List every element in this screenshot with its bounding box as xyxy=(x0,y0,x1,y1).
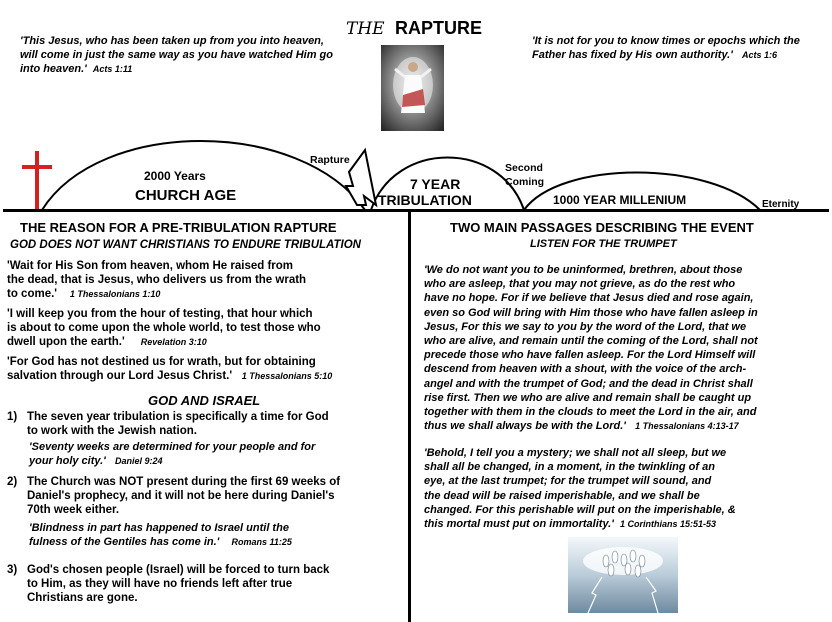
left-subheading: GOD DOES NOT WANT CHRISTIANS TO ENDURE TRIBULATION xyxy=(10,239,361,251)
right-subheading: LISTEN FOR THE TRUMPET xyxy=(530,238,677,250)
thessalonians-ref: 1 Thessalonians 4:13-17 xyxy=(635,421,739,432)
cross-icon xyxy=(35,151,39,211)
left-quote-1: 'Wait for His Son from heaven, whom He raised from the dead, that is Jesus, who delivers us from the wrath to come.' 1 Thessalonians 1:10 xyxy=(7,260,307,300)
timeline-base xyxy=(3,209,829,212)
thessalonians-passage: 'We do not want you to be uninformed, brethren, about those who are asleep, that you may not grieve, as do the rest who have no hope. For if we believe that Jesus died and rose again, even so God will bring with Him those who have fallen asleep in Jesus, For this we say to you by the word of the Lord, that we who are alive, and remain until the coming of the Lord, shall not precede those who have fallen asleep. For the Lord Himself will descend from heaven with a shout, with the voice of the arch- angel and with the trumpet of God; and the dead in Christ shall rise first. Then we who are alive and remain shall be caught up together with them in the clouds to meet the Lord in the air, and thus we shall always be with the Lord.' 1 Thessalonians 4:13-17 xyxy=(424,264,758,433)
title-main: RAPTURE xyxy=(395,18,483,38)
left-quote-1-ref: 1 Thessalonians 1:10 xyxy=(69,289,161,299)
eternity-label: Eternity xyxy=(762,199,800,210)
point-3: 3) God's chosen people (Israel) will be forced to turn back to Him, as they will have no friends left after true Christians are gone. xyxy=(7,564,330,604)
corinthians-passage: 'Behold, I tell you a mystery; we shall not all sleep, but we shall all be changed, in a moment, in the twinkling of an eye, at the last trumpet; for the trumpet will sound, and the dead will be raised imperishable, and we shall be changed. For this perishable will put on the imperishable, & this mortal must put on immortality.' 1 Corinthians 15:51-53 xyxy=(424,447,736,531)
center-divider xyxy=(408,211,411,622)
left-heading: THE REASON FOR A PRE-TRIBULATION RAPTURE xyxy=(20,220,337,235)
rising-saints-image xyxy=(568,537,678,613)
right-heading: TWO MAIN PASSAGES DESCRIBING THE EVENT xyxy=(450,220,754,235)
tribulation-label: TRIBULATION xyxy=(378,192,472,208)
rapture-arrow-icon xyxy=(346,150,376,205)
point-1: 1) The seven year tribulation is specifically a time for God to work with the Jewish nation. 'Seventy weeks are determined for your people and for your holy city.' Daniel 9:24 xyxy=(7,411,329,467)
left-quote-3: 'For God has not destined us for wrath, but for obtaining salvation through our Lord Jesus Christ.' 1 Thessalonians 5:10 xyxy=(7,356,333,382)
point-2-ref: Romans 11:25 xyxy=(231,537,292,547)
left-quote-2: 'I will keep you from the hour of testing, that hour which is about to come upon the whole world, to test those who dwell upon the earth.' Revelation 3:10 xyxy=(7,308,321,348)
header-quote-left: 'This Jesus, who has been taken up from you into heaven, will come in just the same way as you have watched Him go into heaven.' Acts 1:11 xyxy=(20,35,333,75)
years-label: 2000 Years xyxy=(144,169,206,183)
left-quote-3-ref: 1 Thessalonians 5:10 xyxy=(241,371,333,381)
title-prefix: THE xyxy=(346,19,385,39)
coming-label: Coming xyxy=(505,176,545,188)
header-quote-right-ref: Acts 1:6 xyxy=(742,50,778,60)
header-quote-left-ref: Acts 1:11 xyxy=(92,64,133,74)
point-1-ref: Daniel 9:24 xyxy=(114,456,163,466)
left-quote-2-ref: Revelation 3:10 xyxy=(140,337,207,347)
second-label: Second xyxy=(505,162,543,174)
header-quote-right: 'It is not for you to know times or epochs which the Father has fixed by His own authority.' Acts 1:6 xyxy=(532,35,800,61)
god-israel-heading: GOD AND ISRAEL xyxy=(148,393,261,408)
church-age-label: CHURCH AGE xyxy=(135,187,237,204)
point-2: 2) The Church was NOT present during the first 69 weeks of Daniel's prophecy, and it will not be here during Daniel's 70th week either. 'Blindness in part has happened to Israel until the fulness of the Gentiles has come in.' Romans 11:25 xyxy=(7,476,341,548)
rapture-label: Rapture xyxy=(310,154,350,166)
corinthians-ref: 1 Corinthians 15:51-53 xyxy=(619,519,717,530)
millenium-label: 1000 YEAR MILLENIUM xyxy=(553,193,687,207)
seven-year-label: 7 YEAR xyxy=(410,176,461,192)
